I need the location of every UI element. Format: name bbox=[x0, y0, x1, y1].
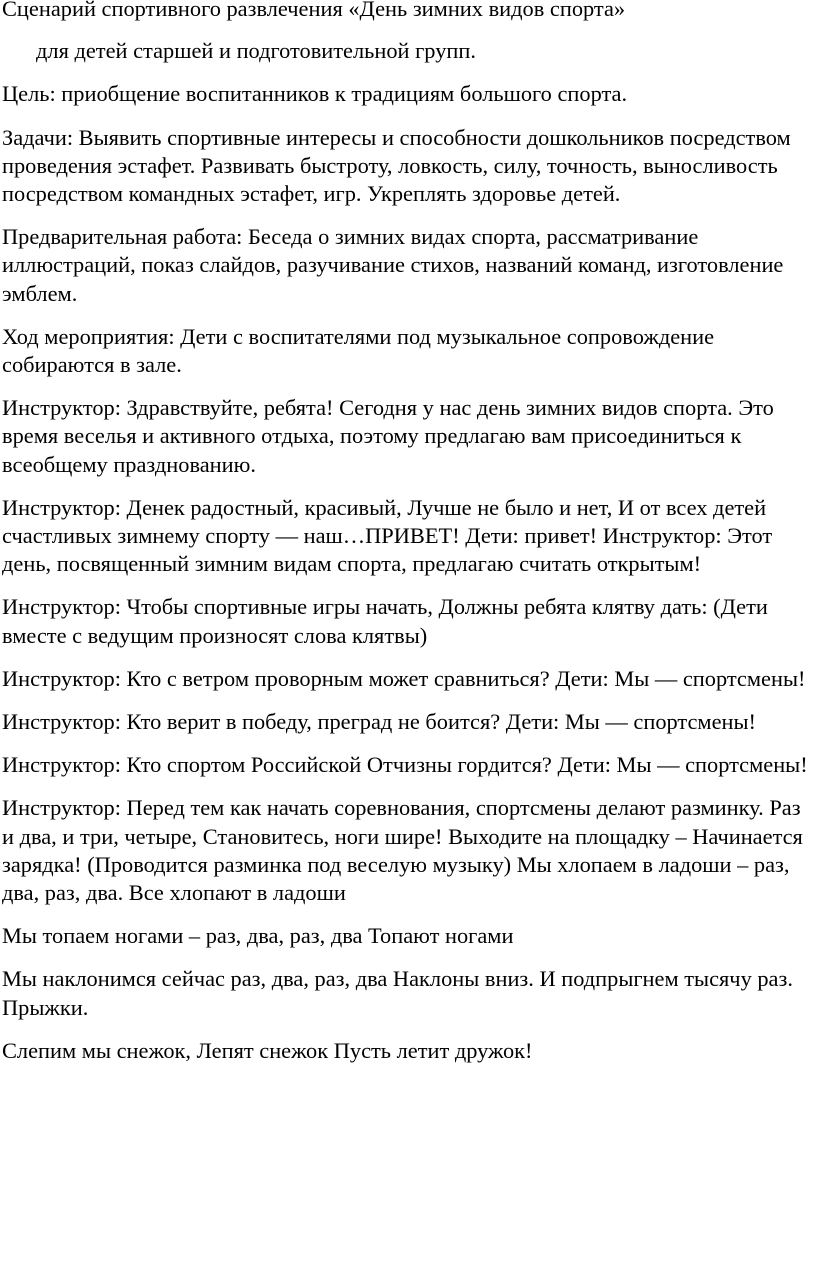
paragraph-opening: Инструктор: Денек радостный, красивый, Лучше не было и нет, И от всех детей счастливых зимнему спорту — наш…ПРИВЕТ! Дети: привет! Инструктор: Этот день, посвященный зимним видам спорта, предлагаю считать открытым! bbox=[2, 494, 773, 577]
paragraph-oath-line-1: Инструктор: Кто с ветром проворным может сравниться? Дети: Мы — спортсмены! bbox=[2, 665, 806, 691]
paragraph-oath-line-3: Инструктор: Кто спортом Российской Отчизны гордится? Дети: Мы — спортсмены! bbox=[2, 752, 808, 778]
document-subtitle: для детей старшей и подготовительной групп. bbox=[36, 38, 476, 64]
paragraph-oath: Инструктор: Чтобы спортивные игры начать, Должны ребята клятву дать: (Дети вместе с ведущим произносят слова клятвы) bbox=[2, 594, 768, 648]
document-title: Сценарий спортивного развлечения «День зимних видов спорта» bbox=[2, 0, 626, 21]
paragraph-snowball: Слепим мы снежок, Лепят снежок Пусть летит дружок! bbox=[2, 1037, 533, 1063]
paragraph-bend: Мы наклонимся сейчас раз, два, раз, два Наклоны вниз. И подпрыгнем тысячу раз. Прыжки. bbox=[2, 966, 793, 1020]
paragraph-warmup: Инструктор: Перед тем как начать соревнования, спортсмены делают разминку. Раз и два, и три, четыре, Становитесь, ноги шире! Выходите на площадку – Начинается зарядка! (Проводится разминка под веселую музыку) Мы хлопаем в ладоши – раз, два, раз, два. Все хлопают в ладоши bbox=[2, 795, 803, 906]
paragraph-tasks: Задачи: Выявить спортивные интересы и способности дошкольников посредством проведения эстафет. Развивать быстроту, ловкость, силу, точность, выносливость посредством командных эстафет, игр. Укреплять здоровье детей. bbox=[2, 124, 791, 207]
paragraph-goal: Цель: приобщение воспитанников к традициям большого спорта. bbox=[2, 81, 628, 107]
paragraph-preparation: Предварительная работа: Беседа о зимних видах спорта, рассматривание иллюстраций, показ слайдов, разучивание стихов, названий команд, изготовление эмблем. bbox=[2, 224, 784, 306]
paragraph-oath-line-2: Инструктор: Кто верит в победу, преград не боится? Дети: Мы — спортсмены! bbox=[2, 709, 757, 735]
paragraph-stomp: Мы топаем ногами – раз, два, раз, два Топают ногами bbox=[2, 923, 514, 949]
paragraph-greeting: Инструктор: Здравствуйте, ребята! Сегодня у нас день зимних видов спорта. Это время веселья и активного отдыха, поэтому предлагаю вам присоединиться к всеобщему празднованию. bbox=[2, 395, 774, 477]
paragraph-event-course: Ход мероприятия: Дети с воспитателями под музыкальное сопровождение собираются в зале. bbox=[2, 323, 715, 378]
